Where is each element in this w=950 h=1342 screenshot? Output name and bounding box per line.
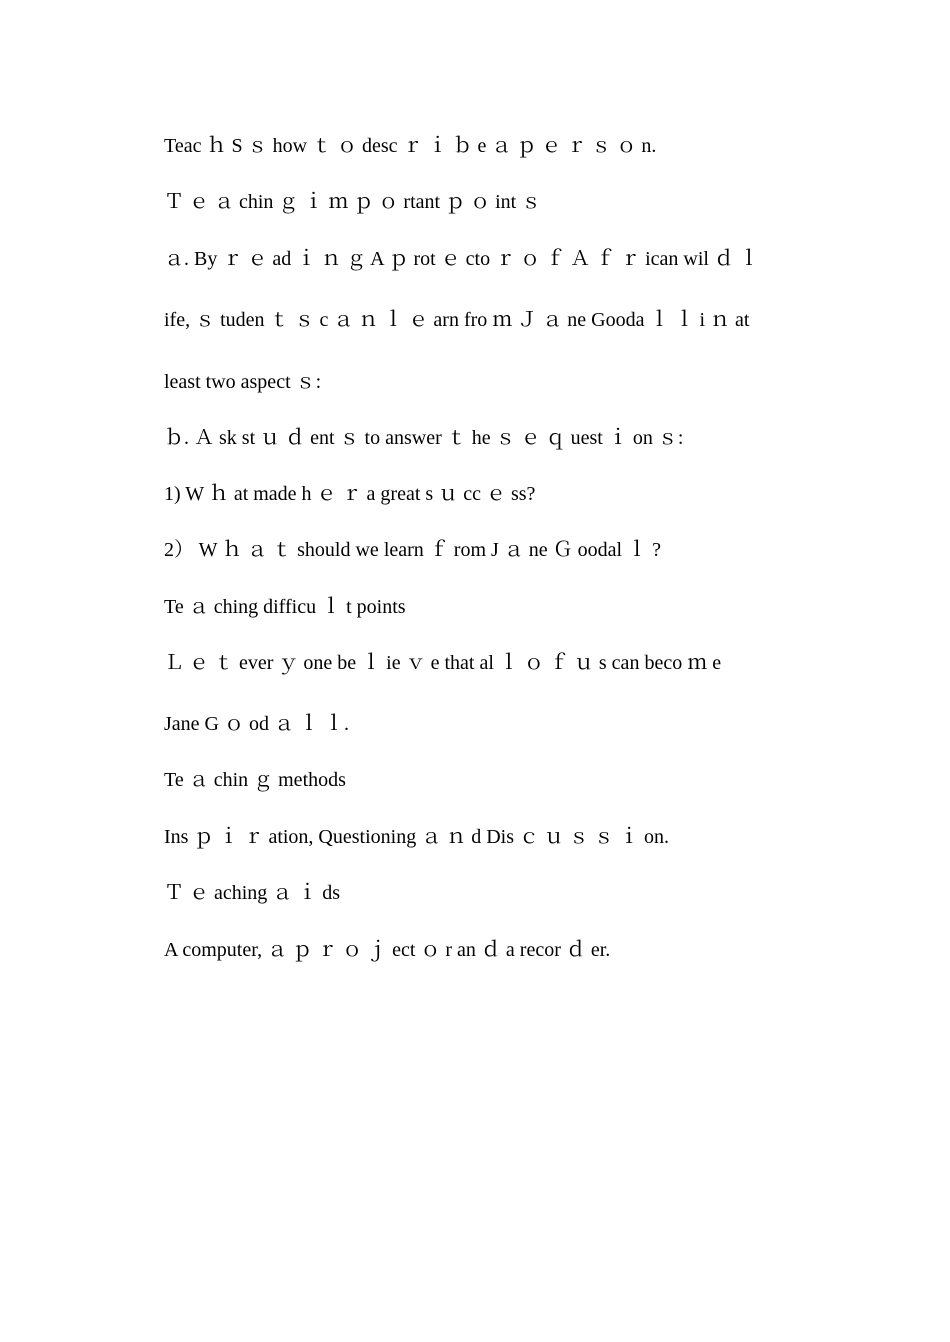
aids-heading: Ｔ ｅ aching ａ ｉ ds [164,882,341,904]
difficult-points-heading: Te ａ ching difficu ｌ t points [164,596,406,618]
methods-heading: Te ａ chin ｇ methods [164,769,346,791]
point-a-line-2: ife, ｓ tuden ｔ ｓ c ａ ｎ ｌ ｅ arn fro ｍ Ｊ ａ ne Gooda ｌ ｌ i ｎ at [164,309,750,331]
aids-line: A computer, ａ ｐ ｒ ｏ ｊ ect ｏ r an ｄ a recor ｄ er. [164,939,611,961]
question-2: 2） W ｈ ａ ｔ should we learn ｆ rom J ａ ne Ｇ oodal ｌ ? [164,539,661,561]
important-points-heading: Ｔ ｅ ａ chin ｇ ｉ ｍ ｐ ｏ rtant ｐ ｏ int ｓ [164,191,542,213]
difficult-points-line-2: Jane G ｏ od ａ ｌ ｌ. [164,713,349,735]
point-a-line-1: ａ. By ｒ ｅ ad ｉ ｎ ｇ A ｐ rot ｅ cto ｒ ｏ ｆ Ａ ｆ ｒ ican wil ｄ ｌ [164,248,759,270]
point-a-line-3: least two aspect ｓ: [164,371,322,393]
objective-line: Teac ｈ S ｓ how ｔ ｏ desc ｒ ｉ ｂ e ａ ｐ ｅ ｒ ｓ ｏ n. [164,135,657,157]
question-1: 1) W ｈ at made h ｅ ｒ a great s ｕ cc ｅ ss? [164,483,536,505]
point-b-line: ｂ. Ａ sk st ｕ ｄ ent ｓ to answer ｔ he ｓ ｅ ｑ uest ｉ on ｓ: [164,427,684,449]
difficult-points-line-1: Ｌ ｅ ｔ ever ｙ one be ｌ ie ｖ e that al ｌ ｏ ｆ ｕ s can beco ｍ e [164,652,722,674]
methods-line: Ins ｐ ｉ ｒ ation, Questioning ａ ｎ d Dis ｃ ｕ ｓ ｓ ｉ on. [164,826,669,848]
